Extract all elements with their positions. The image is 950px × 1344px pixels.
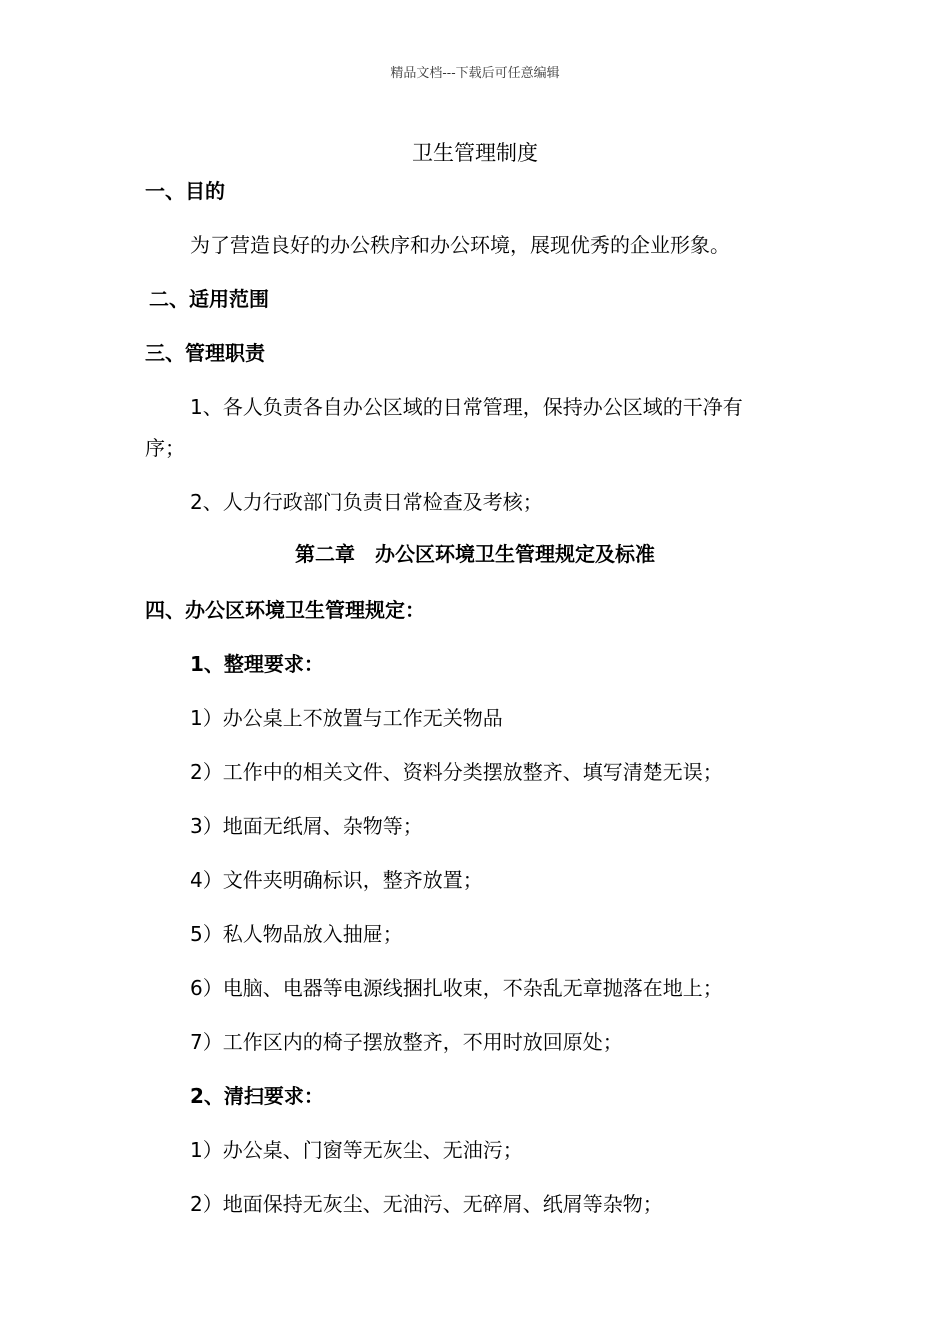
list-item: 6）电脑、电器等电源线捆扎收束，不杂乱无章抛落在地上； bbox=[190, 976, 723, 1000]
duty-item-2: 2、人力行政部门负责日常检查及考核； bbox=[190, 490, 543, 514]
section-heading-scope: 二、适用范围 bbox=[149, 287, 269, 311]
list-item: 4）文件夹明确标识，整齐放置； bbox=[190, 868, 483, 892]
list-item: 1）办公桌、门窗等无灰尘、无油污； bbox=[190, 1138, 523, 1162]
duty-item-1-line-2: 序； bbox=[145, 436, 185, 460]
document-title: 卫生管理制度 bbox=[412, 141, 538, 165]
list-item: 2）工作中的相关文件、资料分类摆放整齐、填写清楚无误； bbox=[190, 760, 723, 784]
section-heading-purpose: 一、目的 bbox=[145, 179, 225, 203]
section-heading-rules: 四、办公区环境卫生管理规定： bbox=[145, 598, 425, 622]
list-item: 1）办公桌上不放置与工作无关物品 bbox=[190, 706, 503, 730]
list-item: 3）地面无纸屑、杂物等； bbox=[190, 814, 423, 838]
paragraph-purpose: 为了营造良好的办公秩序和办公环境，展现优秀的企业形象。 bbox=[190, 233, 730, 257]
page-header: 精品文档---下载后可任意编辑 bbox=[390, 66, 560, 81]
section-heading-duties: 三、管理职责 bbox=[145, 341, 265, 365]
list-item: 7）工作区内的椅子摆放整齐，不用时放回原处； bbox=[190, 1030, 623, 1054]
subsection-heading-clean: 2、清扫要求： bbox=[190, 1084, 324, 1108]
subsection-heading-organize: 1、整理要求： bbox=[190, 652, 324, 676]
list-item: 5）私人物品放入抽屉； bbox=[190, 922, 403, 946]
duty-item-1-line-1: 1、各人负责各自办公区域的日常管理，保持办公区域的干净有 bbox=[190, 395, 743, 419]
list-item: 2）地面保持无灰尘、无油污、无碎屑、纸屑等杂物； bbox=[190, 1192, 663, 1216]
chapter-heading: 第二章 办公区环境卫生管理规定及标准 bbox=[295, 542, 655, 566]
